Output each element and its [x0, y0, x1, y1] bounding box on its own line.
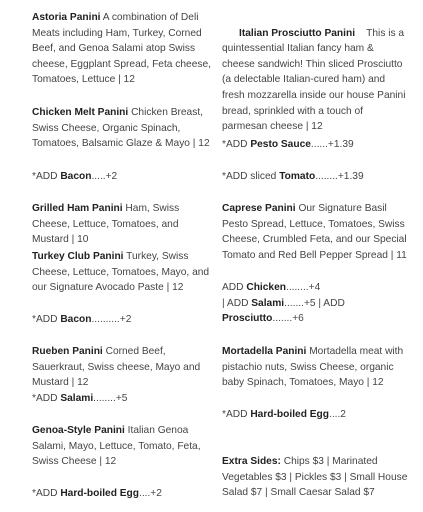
menu-item-genoa-style-panini [32, 423, 210, 470]
addon-name: Hard-boiled Egg [250, 409, 329, 420]
item-description: Italian Genoa Salami, Mayo, Lettuce, Tomato, Feta, Swiss Cheese | 12 [32, 425, 201, 468]
addon-prefix: ADD [222, 282, 247, 293]
item-description: Chicken Breast, Swiss Cheese, Organic Spinach, Tomatoes, Balsamic Glaze & Mayo | 12 [32, 107, 210, 150]
item-name: Italian Prosciutto Panini [238, 27, 356, 39]
menu-item-caprese-panini [222, 201, 408, 263]
addon-prefix: *ADD [32, 393, 61, 404]
item-description: Mortadella meat with pistachio nuts, Swiss Cheese, organic baby Spinach, Tomatoes, Mayo | 12 [222, 346, 404, 389]
addon-prefix: *ADD [32, 488, 61, 499]
addon-prefix: *ADD sliced [222, 171, 280, 182]
item-description: Our Signature Basil Pesto Spread, Lettuce, Tomatoes, Swiss Cheese, Crumbled Feta, and our Special Tomato and Red Bell Pepper Spread | 11 [222, 203, 407, 261]
addon-price: .....+2 [91, 171, 118, 182]
addon-salami [32, 391, 215, 407]
item-description: Ham, Swiss Cheese, Lettuce, Tomatoes, and Mustard | 10 [32, 203, 180, 246]
addon-bacon [32, 312, 215, 328]
item-description: Turkey, Swiss Cheese, Lettuce, Tomatoes, Mayo, and our Signature Avocado Paste | 12 [32, 251, 210, 294]
menu-item-grilled-ham-panini [32, 201, 215, 248]
item-name: Caprese Panini [222, 203, 296, 214]
menu-extra-sides [222, 454, 410, 501]
item-description: A combination of Deli Meats including Ham, Turkey, Corned Beef, and Genoa Salami atop Swiss cheese, Eggplant Spread, Feta cheese, Tomatoes, Lettuce | 12 [32, 12, 211, 86]
addon-name: Salami [251, 297, 285, 309]
addon-prefix: *ADD [222, 409, 251, 420]
addon-name: Tomato [279, 171, 316, 182]
menu-item-rueben-panini [32, 344, 215, 391]
item-name: Grilled Ham Panini [32, 203, 123, 214]
addon-price: ....+2 [138, 488, 162, 499]
addon-price: .......+6 [272, 313, 304, 325]
addon-hard-boiled-egg [222, 407, 408, 423]
addon-name: Pesto Sauce [250, 139, 311, 150]
addon-prefix: *ADD [32, 171, 61, 182]
addon-name: Chicken [246, 282, 286, 293]
addon-hard-boiled-egg [32, 486, 215, 502]
addon-price: .......+5 | ADD [284, 297, 345, 309]
addon-name: Bacon [60, 171, 92, 182]
addon-price: ......+1.39 [310, 139, 354, 150]
menu-item-chicken-melt-panini [32, 105, 215, 152]
item-name: Extra Sides: [222, 456, 281, 467]
item-name: Turkey Club Panini [32, 251, 124, 262]
menu-item-mortadella-panini [222, 344, 408, 391]
addon-prefix: *ADD [222, 139, 251, 150]
addon-prefix: *ADD [32, 314, 61, 325]
addon-price: ..........+2 [91, 314, 132, 325]
addon-name: Prosciutto [222, 313, 273, 325]
menu-item-turkey-club-panini [32, 249, 215, 296]
addon-bacon [32, 169, 215, 185]
item-description: Corned Beef, Sauerkraut, Swiss cheese, Mayo and Mustard | 12 [32, 346, 201, 389]
item-name: Chicken Melt Panini [32, 107, 129, 118]
addon-name: Salami [60, 393, 94, 404]
addon-price: ........+1.39 [315, 171, 364, 182]
addon-pesto-sauce [222, 137, 408, 153]
addon-price: ........+5 [93, 393, 128, 404]
addon-prefix: | ADD [222, 297, 252, 309]
addon-meats [222, 280, 362, 327]
item-name: Genoa-Style Panini [32, 425, 125, 436]
addon-name: Bacon [60, 314, 92, 325]
item-name: Astoria Panini [32, 12, 101, 23]
item-name: Rueben Panini [32, 346, 103, 357]
menu-item-italian-prosciutto-panini [222, 10, 408, 150]
addon-price: ........+4 [285, 282, 321, 293]
item-name: Mortadella Panini [222, 346, 307, 357]
menu-item-astoria-panini [32, 10, 215, 88]
addon-name: Hard-boiled Egg [60, 488, 139, 499]
addon-price: ....2 [328, 409, 346, 420]
item-description: Chips $3 | Marinated Vegetables $3 | Pickles $3 | Small House Salad $7 | Small Caesar Salad $7 [222, 456, 408, 499]
addon-sliced-tomato [222, 169, 408, 185]
item-description: This is a quintessential Italian fancy ham & cheese sandwich! Thin sliced Prosciutto (a delectable Italian-cured ham) and fresh mozzarella inside our house Panini bread, sprinkled with a touch of parmesan cheese | 12 [222, 27, 409, 133]
